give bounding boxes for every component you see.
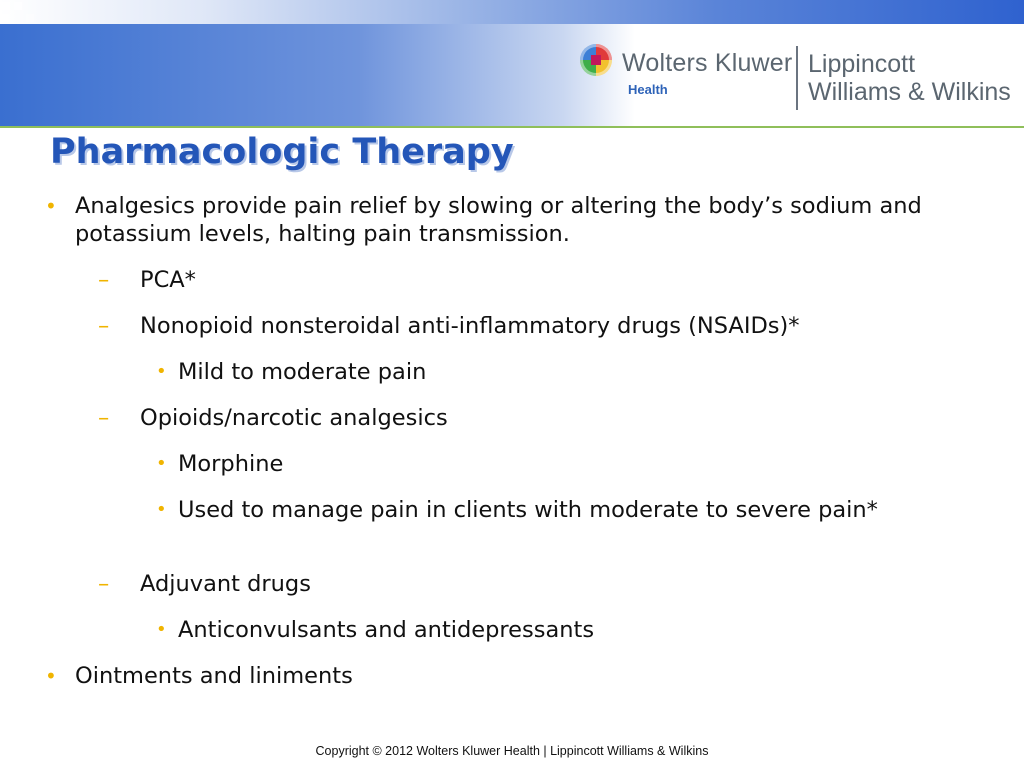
bullet-item-level3 xyxy=(156,358,958,386)
bullet-text: Ointments and liniments xyxy=(75,663,353,689)
bullet-item-level2 xyxy=(98,404,960,432)
bullet-item-level1 xyxy=(45,662,935,690)
publisher-logo xyxy=(580,44,1020,114)
decorative-square xyxy=(2,14,10,22)
bullet-text: Mild to moderate pain xyxy=(178,359,427,385)
bullet-item-level2 xyxy=(98,570,960,598)
bullet-dot-icon: • xyxy=(45,664,57,688)
bullet-dot-icon: • xyxy=(156,619,167,640)
bullet-text: Nonopioid nonsteroidal anti-inflammatory drugs (NSAIDs)* xyxy=(140,313,800,339)
footer-copyright: Copyright © 2012 Wolters Kluwer Health | Lippincott Williams & Wilkins xyxy=(315,744,709,758)
logo-division-name: Health xyxy=(628,82,668,97)
bullet-item-level1 xyxy=(45,192,935,248)
bullet-text: Adjuvant drugs xyxy=(140,571,311,597)
globe-core xyxy=(591,55,601,65)
bullet-text: Morphine xyxy=(178,451,284,477)
bullet-dot-icon: • xyxy=(156,499,167,520)
bullet-text: Opioids/narcotic analgesics xyxy=(140,405,448,431)
header-top-gradient-bar xyxy=(0,0,1024,24)
bullet-dot-icon: • xyxy=(156,361,167,382)
bullet-text: Used to manage pain in clients with moderate to severe pain* xyxy=(178,497,878,523)
header-divider-rule xyxy=(0,126,1024,128)
bullet-text: Analgesics provide pain relief by slowing or altering the body’s sodium and potassium levels, halting pain transmission. xyxy=(75,193,922,247)
dash-marker-icon: – xyxy=(98,313,110,339)
decorative-square xyxy=(2,2,10,10)
bullet-item-level3 xyxy=(156,450,958,478)
logo-imprint-line2: Williams & Wilkins xyxy=(808,78,1011,106)
globe-logo-icon xyxy=(580,44,612,76)
logo-imprint-line1: Lippincott xyxy=(808,50,916,78)
decorative-square xyxy=(14,2,22,10)
decorative-square xyxy=(26,14,34,22)
bullet-item-level2 xyxy=(98,266,960,294)
bullet-text: PCA* xyxy=(140,267,196,293)
bullet-item-level2 xyxy=(98,312,960,340)
dash-marker-icon: – xyxy=(98,405,110,431)
bullet-dot-icon: • xyxy=(45,194,57,218)
bullet-text: Anticonvulsants and antidepressants xyxy=(178,617,595,643)
dash-marker-icon: – xyxy=(98,571,110,597)
slide-title: Pharmacologic Therapy xyxy=(50,132,514,172)
logo-divider xyxy=(796,46,798,110)
bullet-item-level3 xyxy=(156,496,918,524)
header-banner xyxy=(0,0,1024,126)
bullet-dot-icon: • xyxy=(156,453,167,474)
bullet-item-level3 xyxy=(156,616,958,644)
logo-company-name: Wolters Kluwer xyxy=(622,49,793,77)
dash-marker-icon: – xyxy=(98,267,110,293)
